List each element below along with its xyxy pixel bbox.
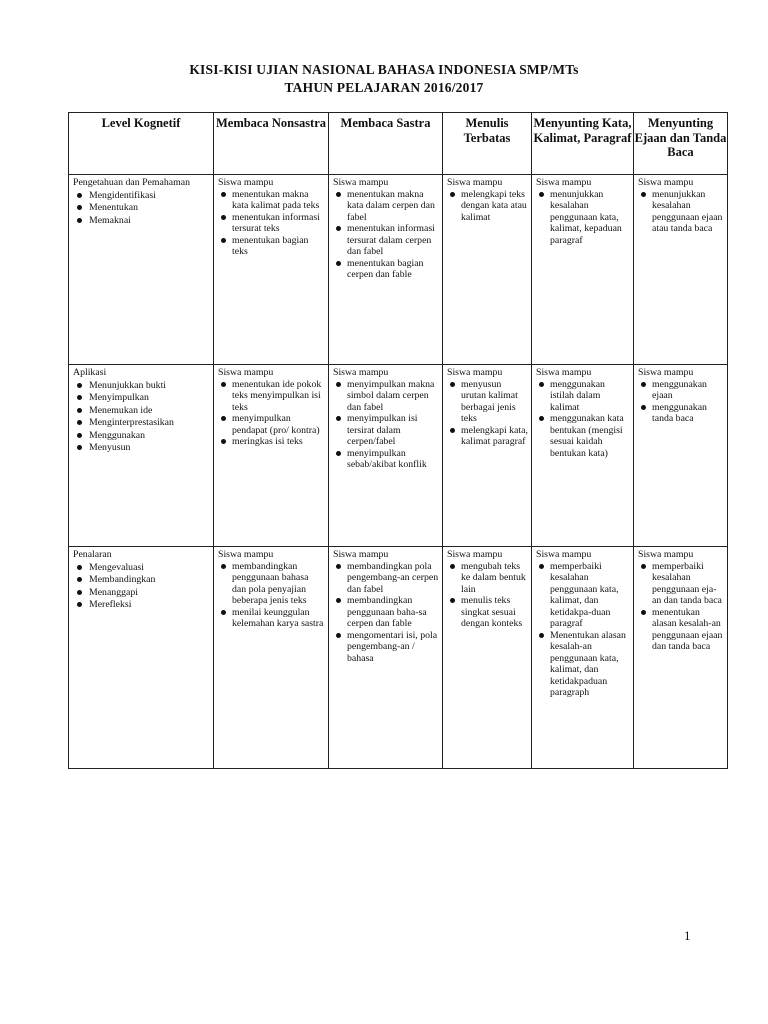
indicator-item: membandingkan pola pengembang-an cerpen dan fabel [333,561,439,596]
indicator-item: melengkapi kata, kalimat paragraf [447,425,528,448]
level-cell [69,365,214,547]
level-item: Menginterprestasikan [73,417,210,429]
indicator-cell [634,365,728,547]
level-item: Mengidentifikasi [73,190,210,202]
indicator-cell [443,175,532,365]
indicator-cell [214,175,329,365]
indicator-list [536,379,630,460]
indicator-cell [532,175,634,365]
cell-intro: Siswa mampu [333,367,389,378]
indicator-item: membandingkan penggunaan bahasa dan pola penyajian beberapa jenis teks [218,561,325,607]
page-number: 1 [684,928,691,943]
column-header-menyunting-kata: Menyunting Kata, Kalimat, Paragraf [532,113,634,175]
indicator-item: menilai keunggulan kelemahan karya sastra [218,607,325,630]
document-subtitle: TAHUN PELAJARAN 2016/2017 [284,80,484,95]
indicator-item: menyusun urutan kalimat berbagai jenis teks [447,379,528,425]
level-name: Pengetahuan dan Pemahaman [73,177,190,188]
indicator-cell [532,365,634,547]
indicator-list [447,561,528,630]
cell-intro: Siswa mampu [333,177,389,188]
indicator-item: melengkapi teks dengan kata atau kalimat [447,189,528,224]
indicator-list [536,561,630,699]
level-item: Mengevaluasi [73,562,210,574]
level-item: Menentukan [73,202,210,214]
level-item: Menggunakan [73,430,210,442]
indicator-item: menentukan informasi tersurat teks [218,212,325,235]
indicator-list [536,189,630,247]
indicator-list [218,379,325,448]
kisi-kisi-table [68,112,728,769]
indicator-item: menentukan informasi tersurat dalam cerpen dan fabel [333,223,439,258]
cell-intro: Siswa mampu [536,367,592,378]
indicator-list [447,189,528,224]
cell-intro: Siswa mampu [447,549,503,560]
indicator-item: menentukan makna kata dalam cerpen dan fabel [333,189,439,224]
level-items [73,190,210,227]
cell-intro: Siswa mampu [638,549,694,560]
level-cell [69,175,214,365]
table-row [69,547,728,769]
level-items [73,380,210,454]
cell-intro: Siswa mampu [218,177,274,188]
cell-intro: Siswa mampu [638,367,694,378]
column-header-level: Level Kognetif [69,113,214,175]
indicator-cell [214,547,329,769]
document-title: KISI-KISI UJIAN NASIONAL BAHASA INDONESIA SMP/MTs [189,62,579,77]
indicator-item: menyimpulkan sebab/akibat konflik [333,448,439,471]
column-header-membaca-nonsastra: Membaca Nonsastra [214,113,329,175]
level-item: Menemukan ide [73,405,210,417]
indicator-item: menyimpulkan pendapat (pro/ kontra) [218,413,325,436]
indicator-item: mengubah teks ke dalam bentuk lain [447,561,528,596]
level-item: Membandingkan [73,574,210,586]
indicator-cell [329,547,443,769]
indicator-cell [443,365,532,547]
table-row [69,175,728,365]
indicator-item: memperbaiki kesalahan penggunaan kata, kalimat, dan ketidakpa-duan paragraf [536,561,630,630]
cell-intro: Siswa mampu [218,367,274,378]
indicator-item: menentukan bagian teks [218,235,325,258]
indicator-list [333,379,439,471]
cell-intro: Siswa mampu [447,177,503,188]
indicator-list [333,561,439,665]
level-items [73,562,210,611]
indicator-list [638,561,724,653]
indicator-list [447,379,528,448]
indicator-cell [443,547,532,769]
level-cell [69,547,214,769]
indicator-item: menentukan makna kata kalimat pada teks [218,189,325,212]
indicator-item: menunjukkan kesalahan penggunaan kata, kalimat, kepaduan paragraf [536,189,630,247]
indicator-item: menyimpulkan makna simbol dalam cerpen dan fabel [333,379,439,414]
level-item: Merefleksi [73,599,210,611]
column-header-menulis-terbatas: Menulis Terbatas [443,113,532,175]
indicator-item: menyimpulkan isi tersirat dalam cerpen/fabel [333,413,439,448]
level-item: Memaknai [73,215,210,227]
cell-intro: Siswa mampu [333,549,389,560]
cell-intro: Siswa mampu [536,549,592,560]
level-item: Menyimpulkan [73,392,210,404]
table-header-row [69,113,728,175]
cell-intro: Siswa mampu [536,177,592,188]
column-header-membaca-sastra: Membaca Sastra [329,113,443,175]
indicator-item: menunjukkan kesalahan penggunaan ejaan atau tanda baca [638,189,724,235]
indicator-item: menggunakan kata bentukan (mengisi sesuai kaidah bentukan kata) [536,413,630,459]
table-row [69,365,728,547]
indicator-item: menggunakan istilah dalam kalimat [536,379,630,414]
level-item: Menanggapi [73,587,210,599]
indicator-list [638,189,724,235]
indicator-item: meringkas isi teks [218,436,325,448]
indicator-item: memperbaiki kesalahan penggunaan eja-an dan tanda baca [638,561,724,607]
indicator-cell [532,547,634,769]
indicator-list [333,189,439,281]
indicator-cell [329,365,443,547]
indicator-item: menentukan ide pokok teks menyimpulkan isi teks [218,379,325,414]
indicator-cell [634,175,728,365]
level-name: Aplikasi [73,367,107,378]
column-header-menyunting-ejaan: Menyunting Ejaan dan Tanda Baca [634,113,728,175]
level-item: Menyusun [73,442,210,454]
indicator-item: menentukan bagian cerpen dan fable [333,258,439,281]
indicator-item: menggunakan tanda baca [638,402,724,425]
indicator-item: Menentukan alasan kesalah-an penggunaan kata, kalimat, dan ketidakpaduan paragraph [536,630,630,699]
indicator-list [218,189,325,258]
indicator-cell [329,175,443,365]
cell-intro: Siswa mampu [218,549,274,560]
level-item: Menunjukkan bukti [73,380,210,392]
indicator-list [218,561,325,630]
level-name: Penalaran [73,549,112,560]
indicator-cell [214,365,329,547]
indicator-item: membandingkan penggunaan baha-sa cerpen dan fable [333,595,439,630]
indicator-item: menentukan alasan kesalah-an penggunaan ejaan dan tanda baca [638,607,724,653]
cell-intro: Siswa mampu [447,367,503,378]
indicator-item: menggunakan ejaan [638,379,724,402]
cell-intro: Siswa mampu [638,177,694,188]
indicator-list [638,379,724,425]
indicator-item: mengomentari isi, pola pengembang-an / bahasa [333,630,439,665]
indicator-item: menulis teks singkat sesuai dengan konteks [447,595,528,630]
indicator-cell [634,547,728,769]
